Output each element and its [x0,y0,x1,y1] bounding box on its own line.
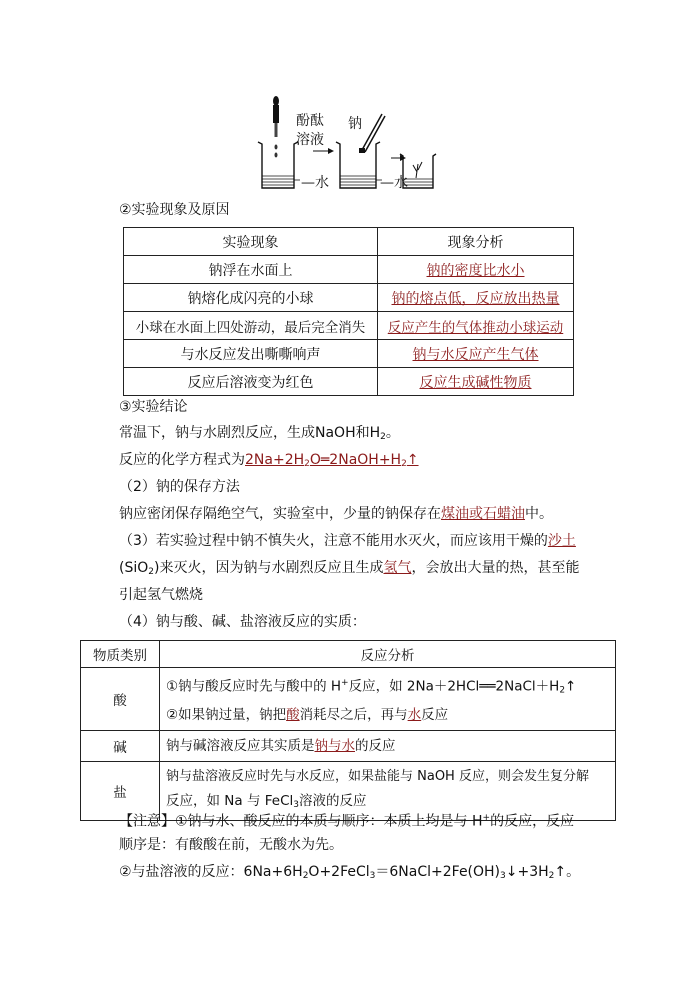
section-heading-phenomena: ②实验现象及原因 [119,202,230,218]
diagram-label-sodium: 钠 [348,116,362,132]
experiment-diagram [250,92,450,192]
base-analysis: 钠与碱溶液反应其实质是钠与水的反应 [160,730,616,761]
table-row-acid [81,668,616,731]
equation-line: 反应的化学方程式为$2Na+2H_2O═2NaOH+H_2↑$ [119,452,419,469]
phenomenon-cell: 小球在水面上四处游动，最后完全消失 [124,312,378,340]
part2-heading: （2）钠的保存方法 [119,479,240,495]
header-analysis: 现象分析 [378,228,574,256]
beaker-1-icon [258,142,298,188]
header-reaction: 反应分析 [160,641,616,668]
part3-line3: 引起氢气燃烧 [119,587,203,603]
header-category: 物质类别 [81,641,160,668]
part2-text: 钠应密闭保存隔绝空气，实验室中，少量的钠保存在煤油或石蜡油中。 [119,506,553,522]
phenomenon-cell: 钠浮在水面上 [124,256,378,284]
table-row [124,284,574,312]
analysis-cell: 钠与水反应产生气体 [378,340,574,368]
conclusion-line: 常温下，钠与水剧烈反应，生成NaOH和$H_2$。 [119,425,400,442]
header-phenomenon: 实验现象 [124,228,378,256]
dropper-icon [273,96,279,137]
table-row [124,312,574,340]
equation-answer: $2Na+2H_2O═2NaOH+H_2↑$ [245,452,419,469]
beaker-2-icon [336,142,380,188]
salt-analysis: 钠与盐溶液反应时先与水反应，如果盐能与 NaOH 反应，则会发生复分解 反应，如 Na 与 FeCl$_3$溶液的反应 [160,761,616,820]
table-row [124,368,574,396]
diagram-label-phenol: 酚酞 [296,113,324,129]
category-base: 碱 [81,730,160,761]
tweezers-icon [362,114,385,152]
acid-analysis: ①钠与酸反应时先与酸中的 H+反应，如 $2Na+2HCl══2NaCl+H_2↑$ ②如果钠过量，钠把酸消耗尽之后，再与水反应 [160,668,616,731]
analysis-cell: 钠的密度比水小 [378,256,574,284]
reaction-table [80,640,616,821]
table-row-base [81,730,616,761]
phenomenon-cell: 钠熔化成闪亮的小球 [124,284,378,312]
part3-line2: (SiO$_2$)来灭火，因为钠与水剧烈反应且生成氢气，会放出大量的热，甚至能 [119,560,580,577]
note-line1: 【注意】①钠与水、酸反应的本质与顺序：本质上均是与 H+的反应，反应 [119,813,575,830]
category-acid: 酸 [81,668,160,731]
analysis-cell: 反应产生的气体推动小球运动 [378,312,574,340]
section-heading-conclusion: ③实验结论 [119,399,188,415]
diagram-label-water-1: —水 [301,175,329,191]
phenomenon-cell: 与水反应发出嘶嘶响声 [124,340,378,368]
analysis-cell: 钠的熔点低，反应放出热量 [378,284,574,312]
table-header-row [81,641,616,668]
phenomenon-cell: 反应后溶液变为红色 [124,368,378,396]
part4-heading: （4）钠与酸、碱、盐溶液反应的实质： [119,614,366,630]
category-salt: 盐 [81,761,160,820]
analysis-cell: 反应生成碱性物质 [378,368,574,396]
note-line2: 顺序是：有酸酸在前，无酸水为先。 [119,837,343,853]
sodium-ball-icon [413,162,422,178]
note-line3: ②与盐溶液的反应：$6Na+6H_2O+2FeCl_3=6NaCl+2Fe(OH)_3↓+3H_2↑$。 [119,864,581,881]
part3-line1: （3）若实验过程中钠不慎失火，注意不能用水灭火，而应该用干燥的沙土 [119,533,576,549]
table-row [124,340,574,368]
table-row [124,256,574,284]
diagram-label-water-2: —水 [380,175,408,191]
diagram-label-solution: 溶液 [296,132,324,148]
table-header-row [124,228,574,256]
phenomena-table [123,227,574,396]
